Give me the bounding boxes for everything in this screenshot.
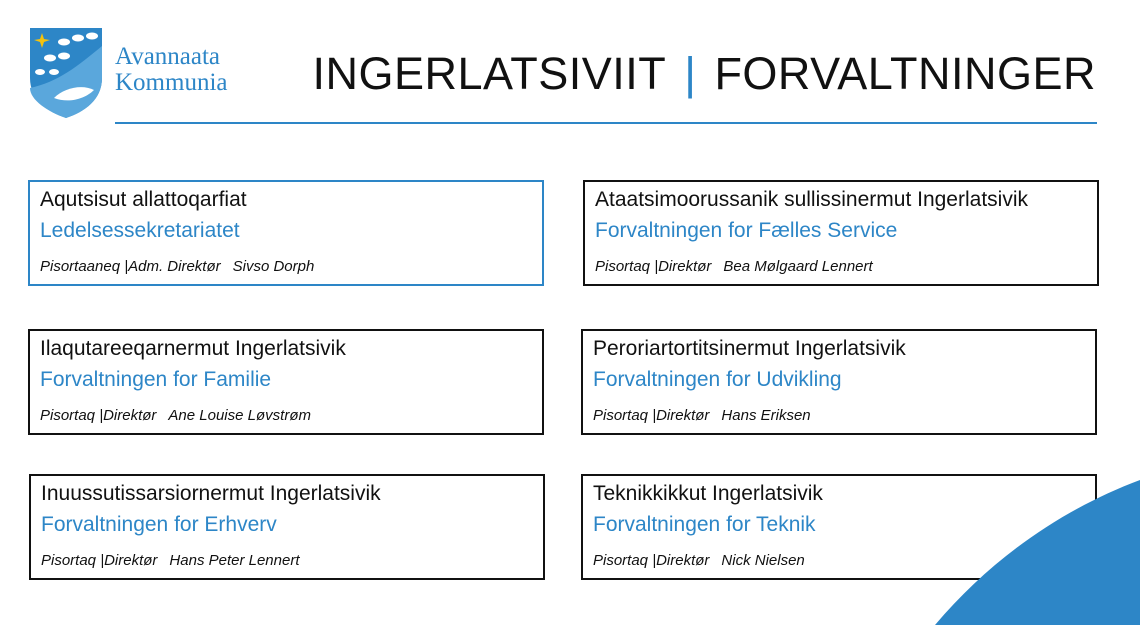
title-left: INGERLATSIVIIT <box>312 48 667 99</box>
card-title-kl: Peroriartortitsinermut Ingerlatsivik <box>593 337 906 360</box>
card-title-dk: Forvaltningen for Teknik <box>593 513 816 536</box>
card-director <box>40 258 532 276</box>
card-teknik[interactable] <box>581 474 1097 580</box>
director-name: Sivso Dorph <box>232 258 315 275</box>
director-name: Hans Peter Lennert <box>169 552 300 569</box>
card-director <box>593 407 1085 425</box>
card-faelles-service[interactable] <box>583 180 1099 286</box>
logo-line1: Avannaata <box>115 43 221 70</box>
director-role: Pisortaq |Direktør <box>40 407 157 424</box>
card-title-dk: Forvaltningen for Erhverv <box>41 513 277 536</box>
card-udvikling[interactable] <box>581 329 1097 435</box>
card-ledelsessekretariatet[interactable] <box>28 180 544 286</box>
card-title-dk: Forvaltningen for Udvikling <box>593 368 842 391</box>
card-director <box>595 258 1087 276</box>
card-title-dk: Forvaltningen for Fælles Service <box>595 219 898 242</box>
header-divider <box>115 122 1097 124</box>
coat-of-arms-icon <box>28 26 104 120</box>
card-director <box>40 407 532 425</box>
director-role: Pisortaq |Direktør <box>593 407 710 424</box>
card-title-dk: Forvaltningen for Familie <box>40 368 272 391</box>
logo-text <box>115 44 228 96</box>
card-title-kl: Aqutsisut allattoqarfiat <box>40 188 247 211</box>
director-name: Ane Louise Løvstrøm <box>168 407 311 424</box>
director-role: Pisortaaneq |Adm. Direktør <box>40 258 221 275</box>
director-role: Pisortaq |Direktør <box>593 552 710 569</box>
director-role: Pisortaq |Direktør <box>595 258 712 275</box>
card-familie[interactable] <box>28 329 544 435</box>
title-right: FORVALTNINGER <box>714 48 1096 99</box>
director-name: Hans Eriksen <box>721 407 811 424</box>
card-director <box>593 552 1085 570</box>
page-title <box>313 46 1097 102</box>
card-title-kl: Ataatsimoorussanik sullissinermut Ingerlatsivik <box>595 188 1028 211</box>
director-role: Pisortaq |Direktør <box>41 552 158 569</box>
director-name: Nick Nielsen <box>721 552 805 569</box>
card-title-dk: Ledelsessekretariatet <box>40 219 240 242</box>
title-separator: | <box>684 48 697 99</box>
logo-line2: Kommunia <box>115 69 228 96</box>
card-director <box>41 552 533 570</box>
card-erhverv[interactable] <box>29 474 545 580</box>
director-name: Bea Mølgaard Lennert <box>723 258 873 275</box>
card-title-kl: Inuussutissarsiornermut Ingerlatsivik <box>41 482 381 505</box>
card-title-kl: Teknikkikkut Ingerlatsivik <box>593 482 823 505</box>
card-title-kl: Ilaqutareeqarnermut Ingerlatsivik <box>40 337 346 360</box>
